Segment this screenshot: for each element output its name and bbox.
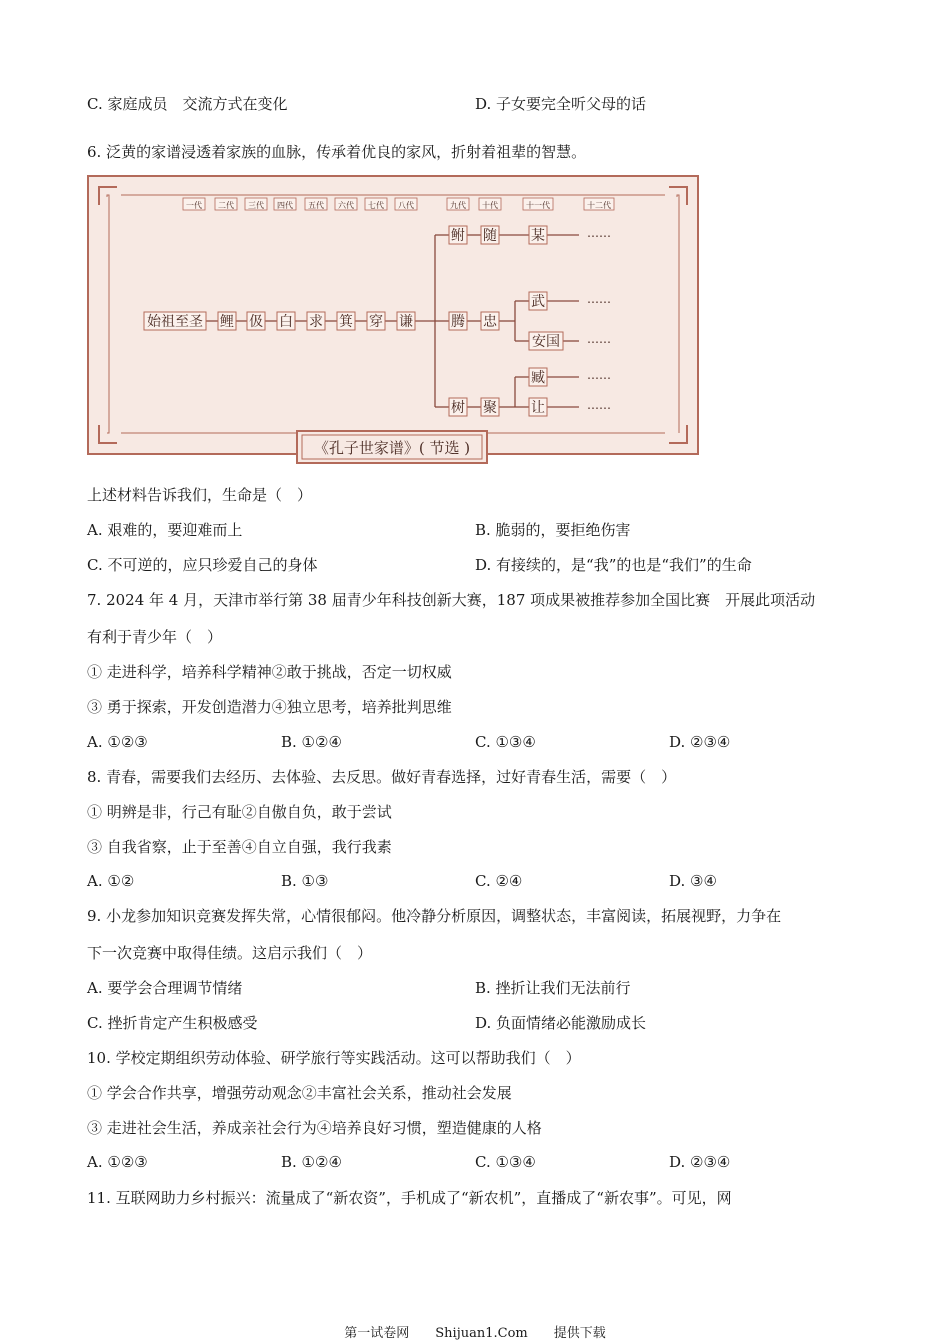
generation-label — [584, 198, 614, 210]
q5-option-c: C. 家庭成员 交流方式在变化 — [87, 95, 288, 113]
q10-option-a: A. ①②③ — [87, 1153, 148, 1171]
q9-stem-line2: 下一次竞赛中取得佳绩。这启示我们（ ） — [87, 944, 373, 962]
q6-option-c: C. 不可逆的，应只珍爱自己的身体 — [87, 556, 318, 574]
q9-option-d: D. 负面情绪必能激励成长 — [475, 1014, 647, 1032]
genealogy-node — [218, 312, 236, 330]
q6-question: 上述材料告诉我们，生命是（ ） — [87, 486, 313, 504]
genealogy-node — [481, 398, 499, 416]
ellipsis: …… — [587, 398, 611, 412]
svg-text:十一代: 十一代 — [526, 201, 550, 210]
q6-option-a: A. 艰难的，要迎难而上 — [87, 521, 243, 539]
genealogy-node — [449, 312, 467, 330]
genealogy-node — [529, 368, 547, 386]
generation-label — [395, 198, 417, 210]
svg-text:十二代: 十二代 — [587, 201, 611, 210]
genealogy-node — [529, 226, 547, 244]
q10-item-2: ③ 走进社会生活，养成亲社会行为④培养良好习惯，塑造健康的人格 — [87, 1119, 542, 1137]
q7-item-1: ① 走进科学，培养科学精神②敢于挑战，否定一切权威 — [87, 663, 452, 681]
svg-text:武: 武 — [531, 294, 545, 310]
genealogy-node — [481, 312, 499, 330]
svg-text:鲤: 鲤 — [220, 314, 234, 330]
svg-text:伋: 伋 — [249, 314, 263, 330]
q5-option-d: D. 子女要完全听父母的话 — [475, 95, 647, 113]
svg-text:七代: 七代 — [368, 201, 384, 210]
q11-stem: 11. 互联网助力乡村振兴：流量成了“新农资”，手机成了“新农机”，直播成了“新农事”。可见，网 — [87, 1189, 732, 1207]
svg-text:忠: 忠 — [483, 314, 497, 330]
generation-label — [335, 198, 357, 210]
genealogy-figure — [87, 175, 699, 465]
q7-option-d: D. ②③④ — [669, 733, 731, 751]
genealogy-node — [247, 312, 265, 330]
genealogy-node — [529, 398, 547, 416]
svg-text:穿: 穿 — [369, 314, 383, 330]
generation-label — [365, 198, 387, 210]
q9-option-a: A. 要学会合理调节情绪 — [87, 979, 243, 997]
svg-text:始祖至圣: 始祖至圣 — [147, 314, 203, 330]
q8-item-2: ③ 自我省察，止于至善④自立自强，我行我素 — [87, 838, 392, 856]
svg-text:臧: 臧 — [531, 370, 545, 386]
q9-option-b: B. 挫折让我们无法前行 — [475, 979, 631, 997]
q7-option-a: A. ①②③ — [87, 733, 148, 751]
generation-label — [215, 198, 237, 210]
svg-text:树: 树 — [451, 400, 465, 416]
generation-label — [274, 198, 296, 210]
q7-option-b: B. ①②④ — [281, 733, 342, 751]
q8-stem: 8. 青春，需要我们去经历、去体验、去反思。做好青春选择，过好青春生活，需要（ ） — [87, 768, 677, 786]
svg-text:箕: 箕 — [339, 314, 353, 330]
genealogy-node — [277, 312, 295, 330]
q9-option-c: C. 挫折肯定产生积极感受 — [87, 1014, 258, 1032]
svg-text:腾: 腾 — [451, 314, 465, 330]
ellipsis: …… — [587, 226, 611, 240]
q8-option-a: A. ①② — [87, 872, 135, 890]
q6-option-b: B. 脆弱的，要拒绝伤害 — [475, 521, 631, 539]
svg-text:谦: 谦 — [399, 314, 413, 330]
svg-text:随: 随 — [483, 228, 497, 244]
ellipsis: …… — [587, 292, 611, 306]
svg-text:九代: 九代 — [450, 201, 466, 210]
ellipsis: …… — [587, 368, 611, 382]
svg-text:白: 白 — [279, 314, 293, 330]
q10-option-b: B. ①②④ — [281, 1153, 342, 1171]
genealogy-node — [529, 292, 547, 310]
figure-caption-text: 《孔子世家谱》( 节选 ) — [313, 439, 471, 457]
q10-stem: 10. 学校定期组织劳动体验、研学旅行等实践活动。这可以帮助我们（ ） — [87, 1049, 581, 1067]
svg-text:聚: 聚 — [483, 400, 497, 416]
q8-item-1: ① 明辨是非，行己有耻②自傲自负，敢于尝试 — [87, 803, 392, 821]
svg-text:鲋: 鲋 — [451, 228, 465, 244]
svg-text:六代: 六代 — [338, 201, 354, 210]
q7-stem-line2: 有利于青少年（ ） — [87, 628, 223, 646]
svg-text:五代: 五代 — [308, 201, 324, 210]
genealogy-node — [397, 312, 415, 330]
svg-text:一代: 一代 — [186, 201, 202, 210]
q10-option-d: D. ②③④ — [669, 1153, 731, 1171]
svg-text:求: 求 — [309, 314, 323, 330]
svg-text:八代: 八代 — [398, 201, 414, 210]
svg-text:安国: 安国 — [532, 334, 560, 350]
svg-text:二代: 二代 — [218, 201, 234, 210]
genealogy-node — [449, 398, 467, 416]
q6-stem: 6. 泛黄的家谱浸透着家族的血脉，传承着优良的家风，折射着祖辈的智慧。 — [87, 143, 587, 161]
q8-option-b: B. ①③ — [281, 872, 329, 890]
q7-stem-line1: 7. 2024 年 4 月，天津市举行第 38 届青少年科技创新大赛，187 项成果被推荐参加全国比赛 开展此项活动 — [87, 591, 816, 609]
generation-label — [245, 198, 267, 210]
genealogy-node — [337, 312, 355, 330]
genealogy-node — [529, 332, 563, 350]
q6-option-d: D. 有接续的，是“我”的也是“我们”的生命 — [475, 556, 752, 574]
figure-caption — [297, 431, 487, 463]
q8-option-d: D. ③④ — [669, 872, 717, 890]
genealogy-node — [481, 226, 499, 244]
page-footer: 第一试卷网 Shijuan1.Com 提供下载 — [344, 1326, 606, 1341]
svg-text:四代: 四代 — [277, 201, 293, 210]
generation-label — [523, 198, 553, 210]
genealogy-node — [144, 312, 206, 330]
q7-item-2: ③ 勇于探索，开发创造潜力④独立思考，培养批判思维 — [87, 698, 452, 716]
q10-item-1: ① 学会合作共享，增强劳动观念②丰富社会关系，推动社会发展 — [87, 1084, 512, 1102]
svg-text:某: 某 — [531, 228, 545, 244]
generation-label — [305, 198, 327, 210]
q7-option-c: C. ①③④ — [475, 733, 536, 751]
genealogy-node — [449, 226, 467, 244]
q8-option-c: C. ②④ — [475, 872, 523, 890]
ellipsis: …… — [587, 332, 611, 346]
generation-label — [479, 198, 501, 210]
svg-text:十代: 十代 — [482, 201, 498, 210]
svg-text:让: 让 — [531, 400, 545, 416]
svg-text:三代: 三代 — [248, 201, 264, 210]
generation-label — [183, 198, 205, 210]
generation-label — [447, 198, 469, 210]
q10-option-c: C. ①③④ — [475, 1153, 536, 1171]
genealogy-node — [307, 312, 325, 330]
genealogy-node — [367, 312, 385, 330]
q9-stem-line1: 9. 小龙参加知识竞赛发挥失常，心情很郁闷。他冷静分析原因，调整状态，丰富阅读，拓展视野，力争在 — [87, 907, 782, 925]
